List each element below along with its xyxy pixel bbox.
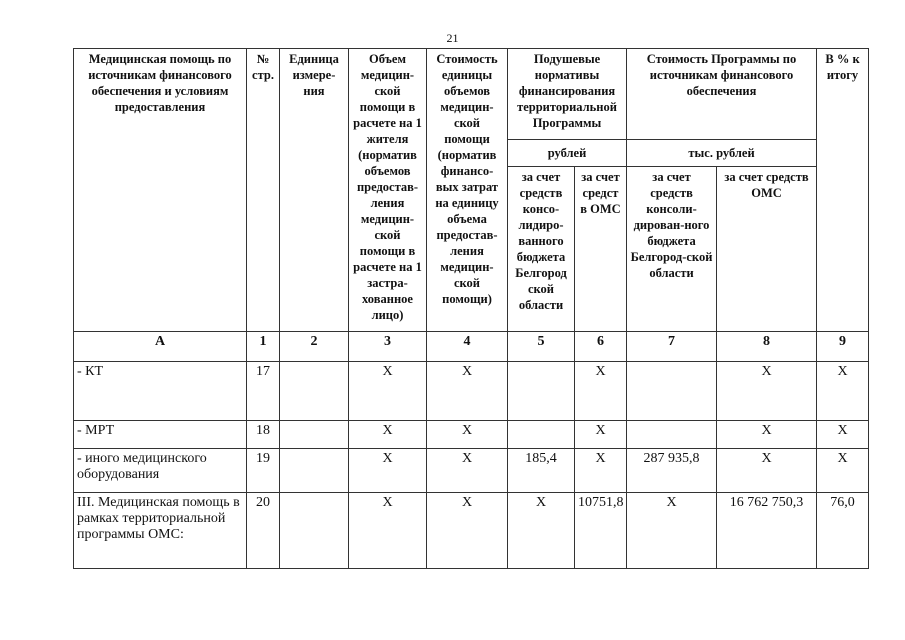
row-cell-6: Х <box>575 421 627 449</box>
header-col5-budget: за счет средств консо-лидиро-ванного бюджета Белгород ской области <box>508 167 575 332</box>
row-cell-9: Х <box>817 421 869 449</box>
index-cell: 1 <box>247 332 280 362</box>
financing-table <box>73 48 869 569</box>
header-unit-thousand-rubles: тыс. рублей <box>627 140 817 167</box>
table-row <box>74 362 869 421</box>
row-cell-9: 76,0 <box>817 493 869 569</box>
header-unit-rubles: рублей <box>508 140 627 167</box>
row-label: - иного медицинского оборудования <box>74 449 247 493</box>
row-label: - КТ <box>74 362 247 421</box>
header-col6-oms: за счет средст в ОМС <box>575 167 627 332</box>
row-cell-4: Х <box>427 449 508 493</box>
index-cell: 3 <box>349 332 427 362</box>
row-line-number: 20 <box>247 493 280 569</box>
row-unit <box>280 449 349 493</box>
row-cell-6: Х <box>575 449 627 493</box>
row-cell-3: Х <box>349 362 427 421</box>
row-line-number: 19 <box>247 449 280 493</box>
row-cell-4: Х <box>427 362 508 421</box>
header-volume-norm: Объем медицин-ской помощи в расчете на 1 жителя (норматив объемов предостав-ления медицин-ской помощи в расчете на 1 застра-хованное лицо) <box>349 49 427 332</box>
index-cell: 8 <box>717 332 817 362</box>
column-index-row <box>74 332 869 362</box>
index-cell: 6 <box>575 332 627 362</box>
row-cell-8: 16 762 750,3 <box>717 493 817 569</box>
header-care-type: Медицинская помощь по источникам финансового обеспечения и условиям предоставления <box>74 49 247 332</box>
header-program-cost: Стоимость Программы по источникам финансового обеспечения <box>627 49 817 140</box>
index-cell: 7 <box>627 332 717 362</box>
header-row <box>74 49 869 140</box>
row-cell-9: Х <box>817 449 869 493</box>
table-row <box>74 449 869 493</box>
header-unit-cost: Стоимость единицы объемов медицин-ской помощи (норматив финансо-вых затрат на единицу объема предостав-ления медицин-ской помощи) <box>427 49 508 332</box>
index-cell: 2 <box>280 332 349 362</box>
index-cell: 4 <box>427 332 508 362</box>
row-cell-7: Х <box>627 493 717 569</box>
row-line-number: 17 <box>247 362 280 421</box>
row-cell-4: Х <box>427 421 508 449</box>
table-row <box>74 421 869 449</box>
row-unit <box>280 493 349 569</box>
header-per-capita-norms: Подушевые нормативы финансирования территориальной Программы <box>508 49 627 140</box>
row-cell-6: Х <box>575 362 627 421</box>
row-label: - МРТ <box>74 421 247 449</box>
row-cell-3: Х <box>349 421 427 449</box>
index-cell: 9 <box>817 332 869 362</box>
row-cell-6: 10751,8 <box>575 493 627 569</box>
row-unit <box>280 421 349 449</box>
index-cell: 5 <box>508 332 575 362</box>
row-cell-5 <box>508 362 575 421</box>
index-cell: А <box>74 332 247 362</box>
header-col7-budget: за счет средств консоли-дирован-ного бюджета Белгород-ской области <box>627 167 717 332</box>
row-line-number: 18 <box>247 421 280 449</box>
page-number: 21 <box>446 31 459 45</box>
header-percent-total: В % к итогу <box>817 49 869 332</box>
row-cell-3: Х <box>349 449 427 493</box>
row-cell-7 <box>627 421 717 449</box>
row-cell-5: 185,4 <box>508 449 575 493</box>
row-label: III. Медицинская помощь в рамках территориальной программы ОМС: <box>74 493 247 569</box>
header-unit: Единица измере-ния <box>280 49 349 332</box>
row-cell-8: Х <box>717 421 817 449</box>
row-cell-4: Х <box>427 493 508 569</box>
row-unit <box>280 362 349 421</box>
row-cell-8: Х <box>717 362 817 421</box>
row-cell-9: Х <box>817 362 869 421</box>
table-row <box>74 493 869 569</box>
row-cell-5 <box>508 421 575 449</box>
row-cell-3: Х <box>349 493 427 569</box>
row-cell-7: 287 935,8 <box>627 449 717 493</box>
row-cell-5: Х <box>508 493 575 569</box>
header-col8-oms: за счет средств ОМС <box>717 167 817 332</box>
header-line-number: № стр. <box>247 49 280 332</box>
row-cell-7 <box>627 362 717 421</box>
row-cell-8: Х <box>717 449 817 493</box>
